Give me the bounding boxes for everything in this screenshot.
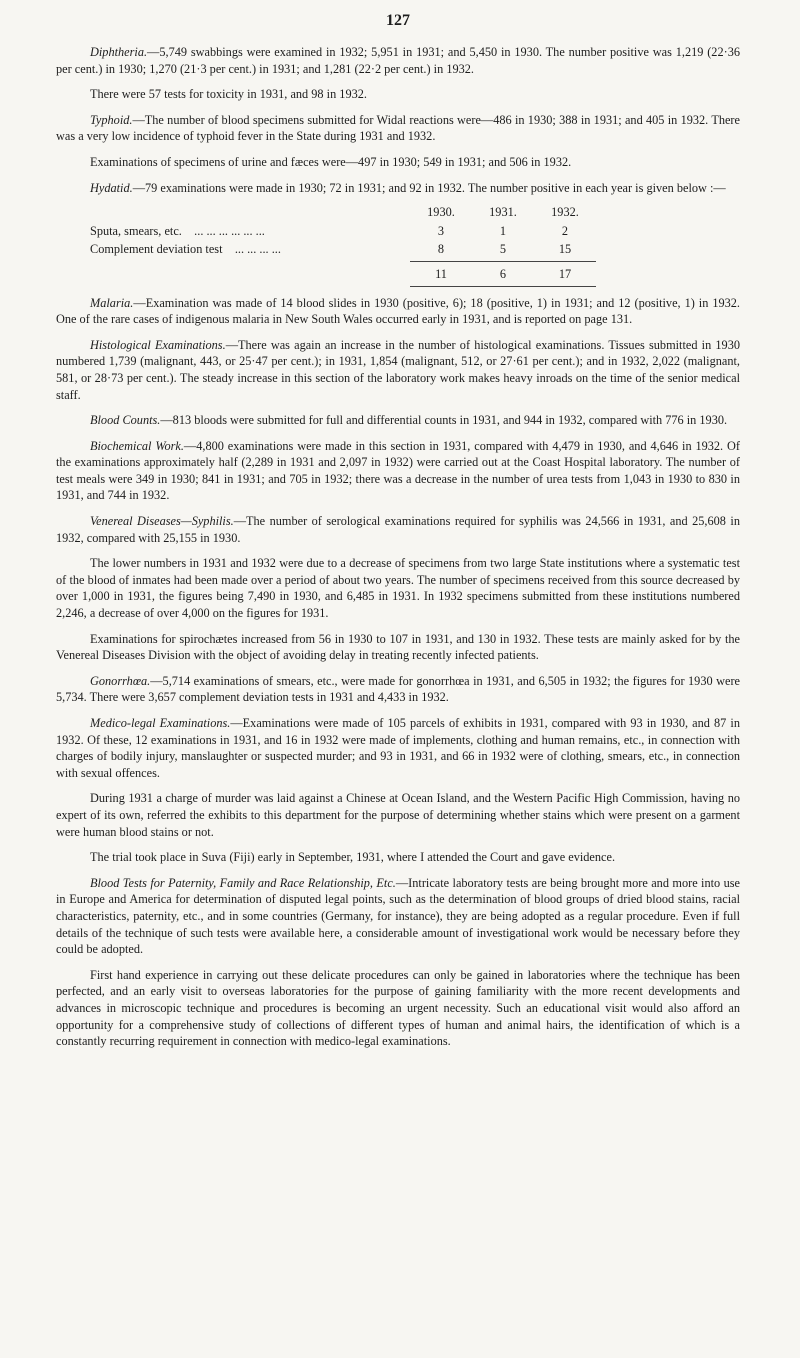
paragraph-biochemical (56, 438, 740, 504)
table-rule (90, 284, 596, 287)
year-header: 1932. (551, 205, 579, 220)
leader-dots: ... ... ... ... ... ... (194, 223, 265, 238)
paragraph-lower-numbers: The lower numbers in 1931 and 1932 were due to a decrease of specimens from two large State institutions where a systematic test of the blood of inmates had been made over a period of about two years. The number of specimens received from this source decreased by over 1,000 in 1931, the figures being 7,490 in 1930, and 6,485 in 1931. In 1932 specimens submitted from these institutions numbered 2,246, a decrease of over 4,000 on the figures for 1931. (56, 556, 740, 621)
heading-medico-legal: Medico-legal Examinations. (90, 716, 231, 730)
paragraph-paternity (56, 875, 740, 958)
table-cell: 15 (558, 242, 572, 257)
total-cell: 11 (435, 266, 447, 281)
paragraph-venereal (56, 513, 740, 546)
heading-hydatid: Hydatid. (90, 180, 133, 195)
paragraph-murder-charge: During 1931 a charge of murder was laid against a Chinese at Ocean Island, and the Western Pacific High Commission, having no expert of its own, referred the exhibits to this department for the purpose of determining whether stains which were present on a garment were human blood stains or not. (56, 791, 740, 839)
heading-malaria: Malaria. (90, 295, 134, 310)
text-blood-counts: —813 bloods were submitted for full and differential counts in 1931, and 944 in 1932, compared with 776 in 1930. (160, 413, 728, 428)
page-number: 127 (386, 12, 410, 29)
paragraph-spirochaetes: Examinations for spirochætes increased from 56 in 1930 to 107 in 1931, and 130 in 1932. These tests are mainly asked for by the Venereal Diseases Division with the object of avoiding delay in treating recently infected patients. (56, 631, 740, 663)
text-medico-legal: —Examinations were made of 105 parcels of exhibits in 1931, compared with 93 in 1930, and 87 in 1932. Of these, 12 examinations in 1931, and 16 in 1932 were made of implements, clothing and human remains, etc., in connection with charges of bodily injury, manslaughter or suspected murder; and 93 in 1931, and 66 in 1932 were of clothing, smears, etc., in connection with sexual offences. (56, 716, 740, 780)
text-diphtheria: —5,749 swabbings were examined in 1932; 5,951 in 1931; and 5,450 in 1930. The number positive was 1,219 (22·36 per cent.) in 1930; 1,270 (21·3 per cent.) in 1931; and 1,281 (22·2 per cent.) in 1932. (56, 45, 740, 76)
text-typhoid: —The number of blood specimens submitted for Widal reactions were—486 in 1930; 388 in 1931; and 405 in 1932. There was a very low incidence of typhoid fever in the State during 1931 and 1932. (56, 112, 740, 144)
text-venereal: —The number of serological examinations required for syphilis was 24,566 in 1931, and 25,608 in 1932, compared with 25,155 in 1930. (56, 514, 740, 545)
heading-typhoid: Typhoid. (90, 112, 133, 127)
paragraph-hydatid (56, 180, 740, 197)
heading-venereal: Venereal Diseases—Syphilis. (90, 514, 234, 529)
text-biochemical: —4,800 examinations were made in this section in 1931, compared with 4,479 in 1930, and 4,646 in 1932. Of the examinations approximately half (2,289 in 1931 and 2,097 in 1932) were carried out at the Coast Hospital laboratory. The number of test meals were 349 in 1930; 841 in 1931; and 705 in 1932; there was a decrease in the number of urea tests from 1,043 in 1930 to 830 in 1931, and 744 in 1932. (56, 438, 740, 503)
table-row (90, 240, 596, 259)
paragraph-urine: Examinations of specimens of urine and fæces were—497 in 1930; 549 in 1931; and 506 in 1932. (90, 154, 572, 169)
table-cell: 2 (561, 223, 569, 238)
total-cell: 17 (558, 266, 572, 281)
paragraph-medico-legal (56, 715, 740, 781)
table-row (90, 222, 596, 241)
table-total-row (90, 261, 596, 283)
paragraph-histological (56, 337, 740, 403)
year-header: 1930. (427, 205, 455, 220)
text-histological: —There was again an increase in the number of histological examinations. Tissues submitted in 1930 numbered 1,739 (malignant, 443, or 25·47 per cent.); in 1931, 1,854 (malignant, 512, or 27·61 per cent.); and in 1932, 2,022 (malignant, 581, or 28·73 per cent.). The steady increase in this section of the laboratory work makes heavy inroads on the time of the senior medical staff. (56, 337, 740, 402)
table-cell: 5 (499, 242, 507, 257)
year-header: 1931. (489, 205, 517, 220)
heading-biochemical: Biochemical Work. (90, 438, 184, 453)
hydatid-table (90, 203, 596, 286)
heading-histological: Histological Examinations. (90, 337, 226, 352)
heading-blood-counts: Blood Counts. (90, 413, 161, 428)
total-cell: 6 (499, 266, 507, 281)
paragraph-diphtheria (56, 44, 740, 77)
paragraph-gonorrhoea (56, 673, 740, 706)
text-paternity: —Intricate laboratory tests are being brought more and more into use in Europe and America for determination of disputed legal points, such as the determination of blood groups of dried blood stains, racial characteristics, paternity, etc., and in some countries (Germany, for instance), they are being adopted as a regular procedure. Even if full details of the technique of such tests were available here, a considerable amount of investigational work would be necessary before they could be adopted. (56, 875, 740, 957)
table-cell: 8 (437, 242, 445, 257)
row-label: Complement deviation test (90, 242, 223, 257)
heading-paternity: Blood Tests for Paternity, Family and Race Relationship, Etc. (90, 875, 396, 890)
leader-dots: ... ... ... ... (234, 242, 281, 257)
paragraph-toxicity: There were 57 tests for toxicity in 1931, and 98 in 1932. (90, 87, 367, 102)
text-hydatid: —79 examinations were made in 1930; 72 in 1931; and 92 in 1932. The number positive in each year is given below :— (132, 180, 726, 195)
paragraph-trial: The trial took place in Suva (Fiji) early in September, 1931, where I attended the Court and gave evidence. (90, 850, 616, 865)
paragraph-first-hand: First hand experience in carrying out these delicate procedures can only be gained in laboratories where the technique has been perfected, and an early visit to overseas laboratories for the purpose of gaining familiarity with the more recent developments and advances in microscopic technique and procedures is becoming an urgent necessity. Such an educational visit would also afford an opportunity for a comprehensive study of collections of different types of human and animal hairs, the identification of which is a constantly recurring requirement in connection with medico-legal examinations. (56, 967, 740, 1049)
table-cell: 1 (499, 223, 507, 238)
paragraph-malaria (56, 295, 740, 328)
heading-gonorrhoea: Gonorrhœa. (90, 673, 151, 688)
hydatid-table-header (90, 203, 596, 222)
paragraph-blood-counts (56, 412, 740, 429)
heading-diphtheria: Diphtheria. (90, 45, 148, 59)
text-gonorrhoea: —5,714 examinations of smears, etc., were made for gonorrhœa in 1931, and 6,505 in 1932; the figures for 1930 were 5,734. There were 3,657 complement deviation tests in 1931 and 4,433 in 1932. (56, 673, 740, 705)
text-malaria: —Examination was made of 14 blood slides in 1930 (positive, 6); 18 (positive, 1) in 1931; and 12 (positive, 1) in 1932. One of the rare cases of indigenous malaria in New South Wales occurred early in 1931, and is reported on page 131. (56, 295, 740, 327)
paragraph-typhoid (56, 112, 740, 145)
row-label: Sputa, smears, etc. (90, 223, 182, 238)
table-cell: 3 (437, 223, 445, 238)
